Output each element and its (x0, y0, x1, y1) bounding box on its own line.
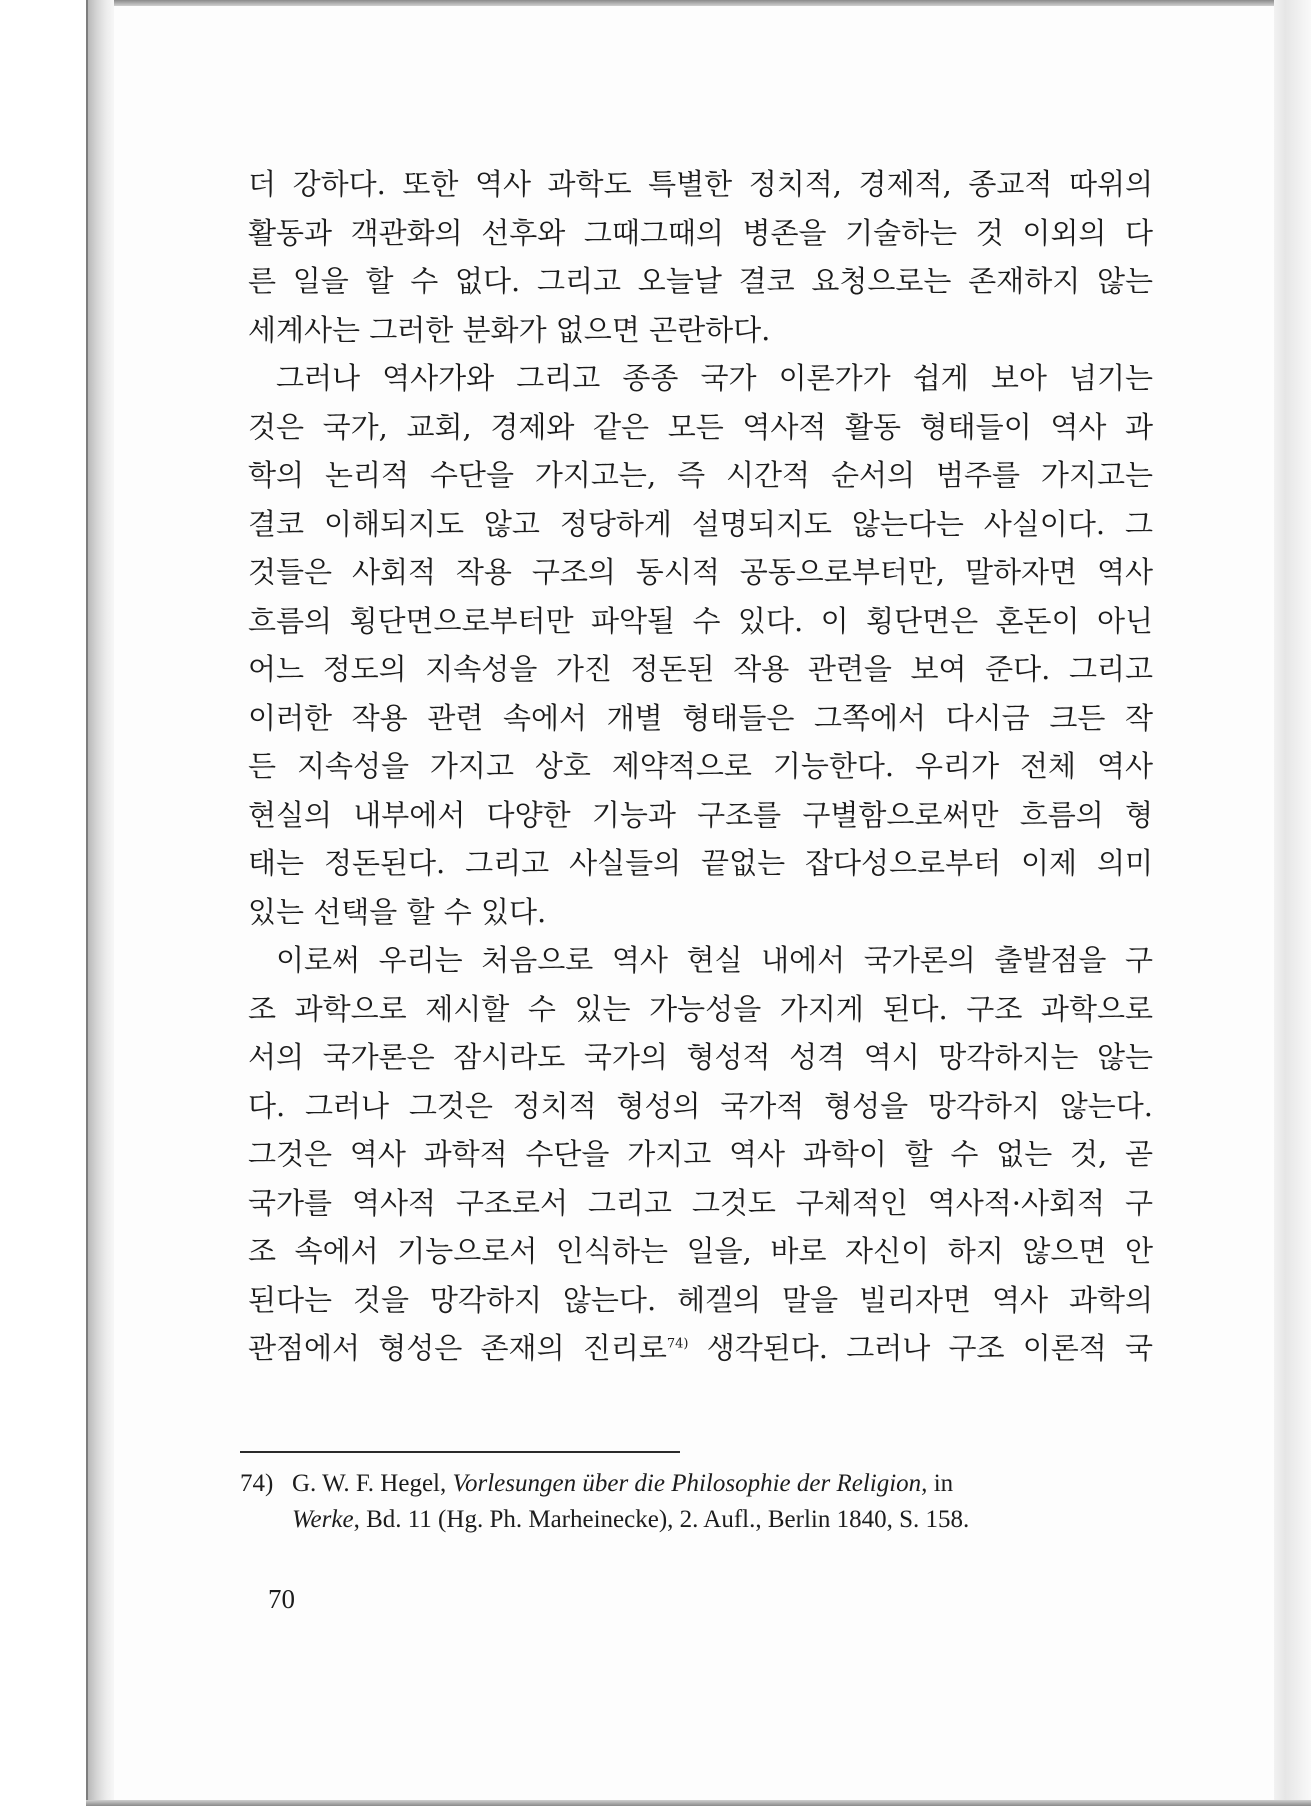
text-line: 이로써 우리는 처음으로 역사 현실 내에서 국가론의 출발점을 구 (276, 943, 1153, 977)
text-line: 것들은 사회적 작용 구조의 동시적 공동으로부터만, 말하자면 역사 (248, 555, 1153, 589)
text-line: 이러한 작용 관련 속에서 개별 형태들은 그쪽에서 다시금 크든 작 (248, 700, 1153, 735)
text-line: 활동과 객관화의 선후와 그때그때의 병존을 기술하는 것 이외의 다 (248, 215, 1153, 250)
footnote-line (240, 1502, 1152, 1538)
footnote-in: in (933, 1470, 954, 1497)
page-right-shadow (1274, 0, 1311, 1806)
text-segment: 생각된다. 그러나 구조 이론적 국 (688, 1331, 1153, 1365)
footnote-author: G. W. F. Hegel, (292, 1470, 447, 1497)
text-line: 더 강하다. 또한 역사 과학도 특별한 정치적, 경제적, 종교적 따위의 (248, 167, 1153, 201)
text-line: 흐름의 횡단면으로부터만 파악될 수 있다. 이 횡단면은 혼돈이 아닌 (248, 603, 1153, 638)
footnote-line (240, 1466, 1152, 1502)
footnote-rest: , Bd. 11 (Hg. Ph. Marheinecke), 2. Aufl., Berlin 1840, S. 158. (353, 1506, 970, 1533)
text-segment: 관점에서 형성은 존재의 진리로 (248, 1331, 667, 1365)
body-text (248, 160, 1153, 1373)
text-line: 국가를 역사적 구조로서 그리고 그것도 구체적인 역사적·사회적 구 (248, 1185, 1153, 1220)
paragraph-3 (248, 936, 1153, 1373)
footnote-werke: Werke (292, 1506, 354, 1533)
text-line: 세계사는 그러한 분화가 없으면 곤란하다. (248, 312, 771, 347)
text-line-with-footnote-ref (248, 1324, 1153, 1373)
page-number: 70 (268, 1584, 295, 1614)
text-line: 그러나 역사가와 그리고 종종 국가 이론가가 쉽게 보아 넘기는 (276, 361, 1153, 395)
footnote-reference[interactable]: 74) (666, 1336, 689, 1352)
text-line: 현실의 내부에서 다양한 기능과 구조를 구별함으로써만 흐름의 형 (248, 797, 1153, 832)
paragraph-1 (248, 160, 1153, 354)
text-line: 그것은 역사 과학적 수단을 가지고 역사 과학이 할 수 없는 것, 곧 (248, 1137, 1153, 1171)
page-bottom-edge (86, 1800, 1311, 1806)
paragraph-2 (248, 354, 1153, 936)
text-line: 서의 국가론은 잠시라도 국가의 형성적 성격 역시 망각하지는 않는 (248, 1040, 1153, 1074)
text-line: 조 과학으로 제시할 수 있는 가능성을 가지게 된다. 구조 과학으로 (248, 991, 1153, 1026)
text-line: 어느 정도의 지속성을 가진 정돈된 작용 관련을 보여 준다. 그리고 (248, 652, 1153, 686)
footnote-title: Vorlesungen über die Philosophie der Religion, (452, 1470, 928, 1497)
text-line: 결코 이해되지도 않고 정당하게 설명되지도 않는다는 사실이다. 그 (248, 506, 1153, 541)
text-line: 것은 국가, 교회, 경제와 같은 모든 역사적 활동 형태들이 역사 과 (248, 409, 1153, 444)
footnote-divider (240, 1451, 680, 1453)
book-spine-edge (86, 0, 114, 1806)
text-line: 태는 정돈된다. 그리고 사실들의 끝없는 잡다성으로부터 이제 의미 (248, 846, 1153, 880)
text-line: 조 속에서 기능으로서 인식하는 일을, 바로 자신이 하지 않으면 안 (248, 1234, 1153, 1268)
footnote (240, 1466, 1152, 1538)
text-line: 든 지속성을 가지고 상호 제약적으로 기능한다. 우리가 전체 역사 (248, 749, 1153, 783)
text-line: 된다는 것을 망각하지 않는다. 헤겔의 말을 빌리자면 역사 과학의 (248, 1282, 1153, 1317)
text-line: 학의 논리적 수단을 가지고는, 즉 시간적 순서의 범주를 가지고는 (248, 458, 1153, 492)
text-line: 른 일을 할 수 없다. 그리고 오늘날 결코 요청으로는 존재하지 않는 (248, 264, 1153, 298)
text-line: 다. 그러나 그것은 정치적 형성의 국가적 형성을 망각하지 않는다. (248, 1088, 1153, 1123)
footnote-number: 74) (240, 1470, 274, 1497)
text-line: 있는 선택을 할 수 있다. (248, 894, 547, 929)
